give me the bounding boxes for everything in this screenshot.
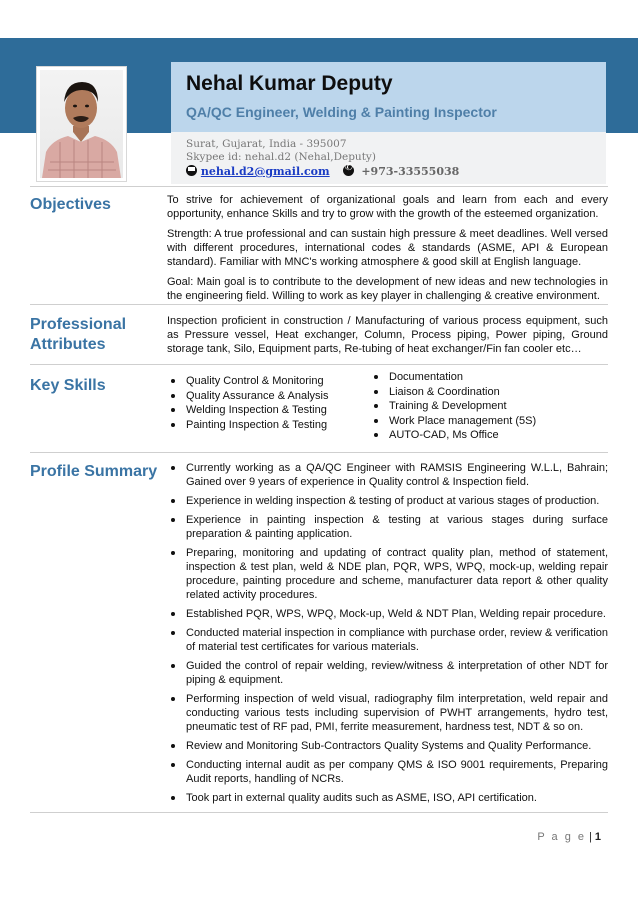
list-item: Conducting internal audit as per company QMS & ISO 9001 requirements, Preparing Audit reports, handling of NCRs. — [167, 758, 608, 786]
section-divider — [30, 812, 608, 813]
list-item: Currently working as a QA/QC Engineer with RAMSIS Engineering W.L.L, Bahrain; Gained over 9 years of experience in Quality control & Inspection field. — [167, 461, 608, 489]
skype-id: Skypee id: nehal.d2 (Nehal,Deputy) — [186, 151, 376, 163]
list-item: Conducted material inspection in compliance with purchase order, review & verification of material test certificates for various materials. — [167, 626, 608, 654]
attributes-text: Inspection proficient in construction / Manufacturing of various process equipment, such as Pressure vessel, Heat exchanger, Column, Process piping, Power piping, Ground storage tank, Silo, Equipment parts, Re-tubing of heat exchanger/Fin fan cooler etc… — [167, 315, 608, 355]
skills-title: Key Skills — [30, 377, 106, 394]
contact-line — [186, 165, 459, 178]
address: Surat, Gujarat, India - 395007 — [186, 138, 347, 150]
page-number: 1 — [594, 831, 601, 843]
list-item: Welding Inspection & Testing — [167, 403, 367, 418]
section-divider — [30, 304, 608, 305]
phone-number: +973-33555038 — [361, 165, 460, 178]
page-separator: | — [589, 831, 592, 843]
list-item: Training & Development — [370, 399, 608, 414]
list-item: Established PQR, WPS, WPQ, Mock-up, Weld & NDT Plan, Welding repair procedure. — [167, 607, 608, 621]
candidate-role: QA/QC Engineer, Welding & Painting Inspector — [186, 104, 497, 120]
objectives-title: Objectives — [30, 196, 111, 213]
phone-icon — [343, 165, 354, 176]
list-item: Review and Monitoring Sub-Contractors Quality Systems and Quality Performance. — [167, 739, 608, 753]
profile-photo-frame — [36, 66, 127, 182]
page-label: P a g e — [537, 831, 587, 843]
list-item: Quality Control & Monitoring — [167, 374, 367, 389]
person-portrait-icon — [40, 70, 123, 178]
skills-list-left — [167, 374, 367, 432]
list-item: Performing inspection of weld visual, radiography film interpretation, weld repair and conducting various tests including supervision of PWHT arrangements, hydro test, pneumatic test of RF pad, PMI, ferrite measurement, hardness test, NDT & so on. — [167, 692, 608, 734]
goal-paragraph: Goal: Main goal is to contribute to the development of new ideas and new technologies in the engineering field. Willing to work as key player in challenging & creative environment. — [167, 276, 608, 302]
list-item: Work Place management (5S) — [370, 414, 608, 429]
list-item: Guided the control of repair welding, review/witness & interpretation of other NDT for piping & equipment. — [167, 659, 608, 687]
section-divider — [30, 186, 608, 187]
list-item: Documentation — [370, 370, 608, 385]
list-item: Quality Assurance & Analysis — [167, 389, 367, 404]
attributes-title-line1: Professional — [30, 316, 127, 333]
section-divider — [30, 364, 608, 365]
list-item: Liaison & Coordination — [370, 385, 608, 400]
strength-paragraph: Strength: A true professional and can sustain high pressure & meet deadlines. Well versed with different procedures, international codes & standards (ASME, API & European standard). Familiar with MNC's working atmosphere & good skill at English language. — [167, 228, 608, 268]
list-item: AUTO-CAD, Ms Office — [370, 428, 608, 443]
section-divider — [30, 452, 608, 453]
skills-list-right — [370, 370, 608, 443]
list-item: Experience in welding inspection & testing of product at various stages of production. — [167, 494, 608, 508]
email-link[interactable]: nehal.d2@gmail.com — [200, 165, 330, 178]
objectives-text — [167, 193, 608, 309]
profile-list — [167, 461, 608, 810]
profile-photo — [40, 70, 123, 178]
attributes-title-line2: Attributes — [30, 336, 106, 353]
list-item: Painting Inspection & Testing — [167, 418, 367, 433]
list-item: Experience in painting inspection & testing at various stages during surface preparation & painting application. — [167, 513, 608, 541]
candidate-name: Nehal Kumar Deputy — [186, 72, 393, 95]
profile-title: Profile Summary — [30, 463, 158, 480]
list-item: Preparing, monitoring and updating of contract quality plan, method of statement, inspection & test plan, weld & NDE plan, PQR, WPS, WPQ, mock-up, welding repair procedure, painting procedure and scheme, manufacturer data report & other quality related activity procedures. — [167, 546, 608, 602]
page-footer — [537, 831, 601, 843]
objectives-paragraph: To strive for achievement of organizational goals and learn from each and every opportunity, enhance Skills and try to grow with the growth of the esteemed organization. — [167, 194, 608, 220]
attributes-title — [30, 315, 126, 355]
list-item: Took part in external quality audits such as ASME, ISO, API certification. — [167, 791, 608, 805]
mail-icon — [186, 165, 197, 176]
